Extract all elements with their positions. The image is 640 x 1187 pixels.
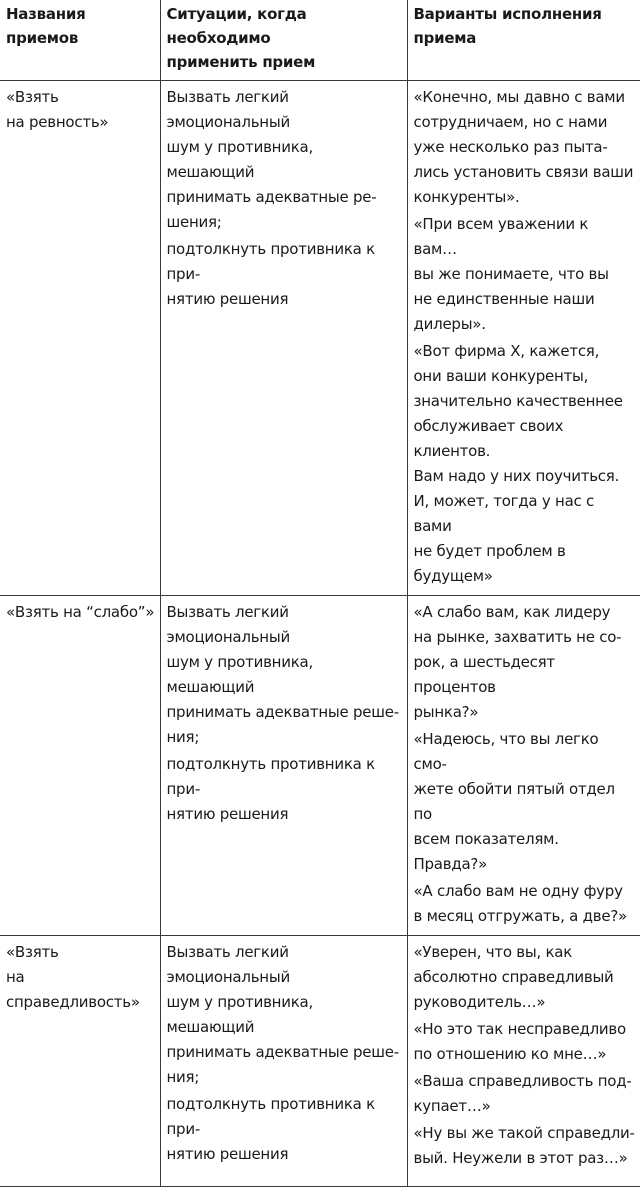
situation-text: подтолкнуть противника к при- нятию решения: [166, 240, 375, 308]
technique-name-cell: [0, 936, 160, 1187]
variant-text: «А слабо вам, как лидеру на рынке, захватить не со- рок, а шестьдесят процентов рынка?»: [413, 603, 622, 721]
variant-text: «Но это так несправедливо по отношению ко мне…»: [413, 1020, 626, 1063]
situation-cell: [160, 936, 407, 1187]
variants-cell: [407, 81, 640, 596]
situation-text: Вызвать легкий эмоциональный шум у противника, мешающий принимать адекватные ре- шения;: [166, 88, 377, 231]
table-row: [0, 81, 640, 596]
situation-text: Вызвать легкий эмоциональный шум у противника, мешающий принимать адекватные реше- ния;: [166, 603, 399, 746]
table-header-row: [0, 0, 640, 81]
variant-text: «При всем уважении к вам… вы же понимаете, что вы не единственные наши дилеры».: [413, 215, 609, 333]
situation-cell: [160, 81, 407, 596]
situation-text: подтолкнуть противника к при- нятию решения: [166, 1095, 375, 1163]
situation-cell: [160, 596, 407, 936]
header-technique-names: Названия приемов: [0, 0, 160, 81]
technique-name-cell: [0, 596, 160, 936]
variant-text: «А слабо вам не одну фуру в месяц отгружать, а две?»: [413, 882, 627, 925]
technique-name: «Взять на ревность»: [6, 88, 109, 131]
table-row: [0, 596, 640, 936]
table-row: [0, 936, 640, 1187]
situation-text: подтолкнуть противника к при- нятию решения: [166, 755, 375, 823]
variant-text: «Конечно, мы давно с вами сотрудничаем, но с нами уже несколько раз пыта- лись установить связи ваши конкуренты».: [413, 88, 634, 206]
variant-text: «Уверен, что вы, как абсолютно справедливый руководитель…»: [413, 943, 614, 1011]
technique-name: «Взять на справедливость»: [6, 943, 140, 1011]
variant-text: «Надеюсь, что вы легко смо- жете обойти пятый отдел по всем показателям. Правда?»: [413, 730, 615, 873]
technique-name: «Взять на “слабо”»: [6, 603, 155, 621]
technique-name-cell: [0, 81, 160, 596]
situation-text: Вызвать легкий эмоциональный шум у противника, мешающий принимать адекватные реше- ния;: [166, 943, 399, 1086]
variant-text: «Ну вы же такой справедли- вый. Неужели в этот раз…»: [413, 1124, 635, 1167]
variant-text: «Ваша справедливость под- купает…»: [413, 1072, 632, 1115]
header-situations: Ситуации, когда необходимо применить прием: [160, 0, 407, 81]
variants-cell: [407, 936, 640, 1187]
header-variants: Варианты исполнения приема: [407, 0, 640, 81]
variant-text: «Вот фирма X, кажется, они ваши конкуренты, значительно качественнее обслуживает своих клиентов. Вам надо у них поучиться. И, может, тогда у нас с вами не будет проблем в будущем»: [413, 342, 623, 585]
variants-cell: [407, 596, 640, 936]
